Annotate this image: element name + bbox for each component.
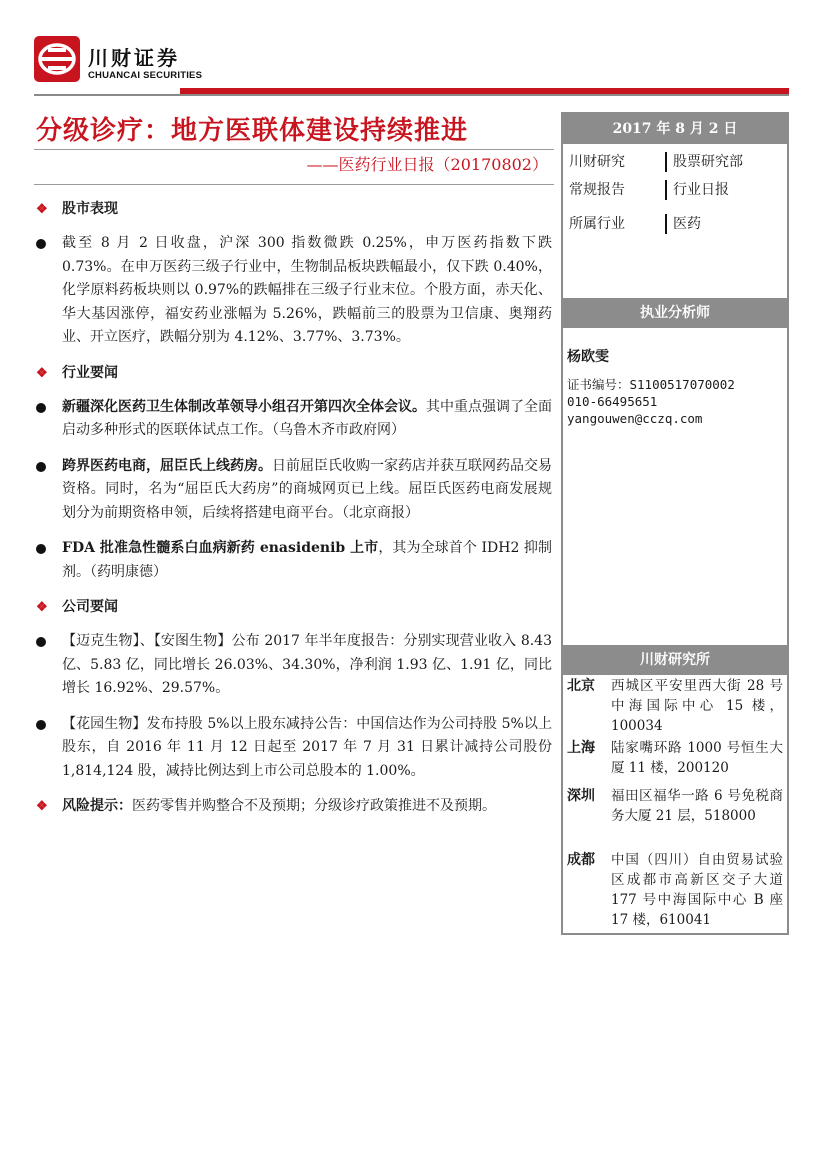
office-city: 北京 bbox=[567, 678, 595, 694]
section-heading-company bbox=[36, 596, 552, 620]
office-chengdu bbox=[567, 850, 783, 930]
office-city: 成都 bbox=[567, 852, 595, 868]
risk-warning bbox=[36, 795, 552, 819]
info-row-research bbox=[569, 152, 743, 172]
office-shanghai bbox=[567, 738, 783, 778]
info-value: 行业日报 bbox=[665, 180, 729, 200]
news-text: 其中重点强调了全面启动多种形式的医联体试点工作。（乌鲁木齐市政府网） bbox=[62, 398, 552, 438]
news-text: 【迈克生物】、【安图生物】公布 2017 年半年度报告：分别实现营业收入 8.43 亿、5.83 亿，同比增长 26.03%、34.30%，净利润 1.93 亿、1.91 亿，同比增长 16.92%、29.57%。 bbox=[62, 633, 552, 696]
company-news-item bbox=[36, 630, 552, 701]
risk-text: 医药零售并购整合不及预期；分级诊疗政策推进不及预期。 bbox=[132, 798, 496, 814]
sidebar bbox=[561, 112, 789, 935]
info-row-industry bbox=[569, 214, 701, 234]
section-heading-text: 行业要闻 bbox=[62, 364, 118, 381]
news-text: 日前屈臣氏收购一家药店并获互联网药品交易资格。同时，名为“屈臣氏大药房”的商城网页已上线。屈臣氏医药电商发展规划分为前期资格申领，后续将搭建电商平台。（北京商报） bbox=[62, 457, 552, 521]
brand-name-en: CHUANCAI SECURITIES bbox=[88, 70, 203, 81]
section-heading-market bbox=[36, 198, 552, 222]
report-body bbox=[36, 198, 552, 819]
news-text: 【花园生物】发布持股 5%以上股东减持公告：中国信达作为公司持股 5%以上股东，自 2016 年 11 月 12 日起至 2017 年 7 月 31 日累计减持公司股份 1,814,124 股，减持比例达到上市公司总股本的 1.00%。 bbox=[62, 715, 552, 779]
info-value: 医药 bbox=[665, 214, 701, 234]
diamond-bullet-icon: ❖ bbox=[36, 365, 48, 381]
news-lead: FDA 批准急性髓系白血病新药 enasidenib 上市 bbox=[62, 540, 379, 556]
office-address: 陆家嘴环路 1000 号恒生大厦 11 楼，200120 bbox=[611, 740, 783, 776]
analyst-cert: 证书编号：S1100517070002 bbox=[567, 377, 735, 392]
info-value: 股票研究部 bbox=[665, 152, 743, 172]
analyst-heading: 执业分析师 bbox=[563, 298, 787, 328]
diamond-bullet-icon: ❖ bbox=[36, 799, 48, 814]
title-divider bbox=[34, 149, 554, 150]
diamond-bullet-icon: ❖ bbox=[36, 202, 48, 217]
section-heading-text: 股市表现 bbox=[62, 201, 118, 217]
dot-bullet-icon bbox=[36, 403, 46, 413]
chuancai-logo-icon bbox=[34, 36, 80, 82]
report-date: 2017 年 8 月 2 日 bbox=[563, 114, 787, 144]
report-subtitle: ——医药行业日报（20170802） bbox=[306, 155, 548, 174]
analyst-name: 杨欧雯 bbox=[567, 349, 609, 365]
office-address: 中国（四川）自由贸易试验区成都市高新区交子大道 177 号中海国际中心 B 座 17 楼，610041 bbox=[611, 852, 783, 928]
company-news-item bbox=[36, 713, 552, 784]
office-address: 西城区平安里西大街 28 号中海国际中心 15 楼，100034 bbox=[611, 678, 783, 734]
report-title: 分级诊疗：地方医联体建设持续推进 bbox=[36, 116, 469, 146]
dot-bullet-icon bbox=[36, 637, 46, 647]
section-heading-industry bbox=[36, 362, 552, 386]
office-shenzhen bbox=[567, 786, 783, 826]
section-heading-text: 公司要闻 bbox=[62, 599, 118, 615]
institute-heading: 川财研究所 bbox=[563, 645, 787, 675]
office-beijing bbox=[567, 676, 783, 736]
market-paragraph bbox=[36, 232, 552, 350]
office-city: 深圳 bbox=[567, 788, 595, 804]
brand-name-cn: 川财证券 bbox=[88, 46, 180, 70]
office-address: 福田区福华一路 6 号免税商务大厦 21 层，518000 bbox=[611, 788, 783, 824]
news-lead: 跨界医药电商，屈臣氏上线药房。 bbox=[62, 457, 272, 474]
risk-label: 风险提示： bbox=[62, 798, 132, 814]
industry-news-item bbox=[36, 455, 552, 526]
news-text: ，其为全球首个 IDH2 抑制剂。（药明康德） bbox=[62, 540, 552, 580]
industry-news-item bbox=[36, 537, 552, 584]
market-text: 截至 8 月 2 日收盘，沪深 300 指数微跌 0.25%，申万医药指数下跌 0.73%。在申万医药三级子行业中，生物制品板块跌幅最小，仅下跌 0.40%，化学原料药板块则以 0.97%的跌幅排在三级子行业末位。个股方面，赤天化、华大基因涨停，福安药业涨幅为 5.26%，跌幅前三的股票为卫信康、奥翔药业、开立医疗，跌幅分别为 4.12%、3.77%、3.73%。 bbox=[62, 235, 552, 345]
analyst-phone: 010-66495651 bbox=[567, 394, 658, 409]
dot-bullet-icon bbox=[36, 239, 46, 249]
dot-bullet-icon bbox=[36, 544, 46, 554]
diamond-bullet-icon: ❖ bbox=[36, 600, 48, 615]
dot-bullet-icon bbox=[36, 462, 46, 472]
news-lead: 新疆深化医药卫生体制改革领导小组召开第四次全体会议。 bbox=[62, 398, 426, 415]
info-row-report-type bbox=[569, 180, 729, 200]
header-gray-rule bbox=[34, 94, 789, 96]
analyst-email[interactable]: yangouwen@cczq.com bbox=[567, 411, 703, 426]
info-key: 所属行业 bbox=[569, 216, 625, 232]
industry-news-item bbox=[36, 396, 552, 443]
info-key: 常规报告 bbox=[569, 182, 625, 198]
office-city: 上海 bbox=[567, 740, 595, 756]
dot-bullet-icon bbox=[36, 720, 46, 730]
subtitle-divider bbox=[34, 184, 554, 185]
info-key: 川财研究 bbox=[569, 154, 625, 170]
